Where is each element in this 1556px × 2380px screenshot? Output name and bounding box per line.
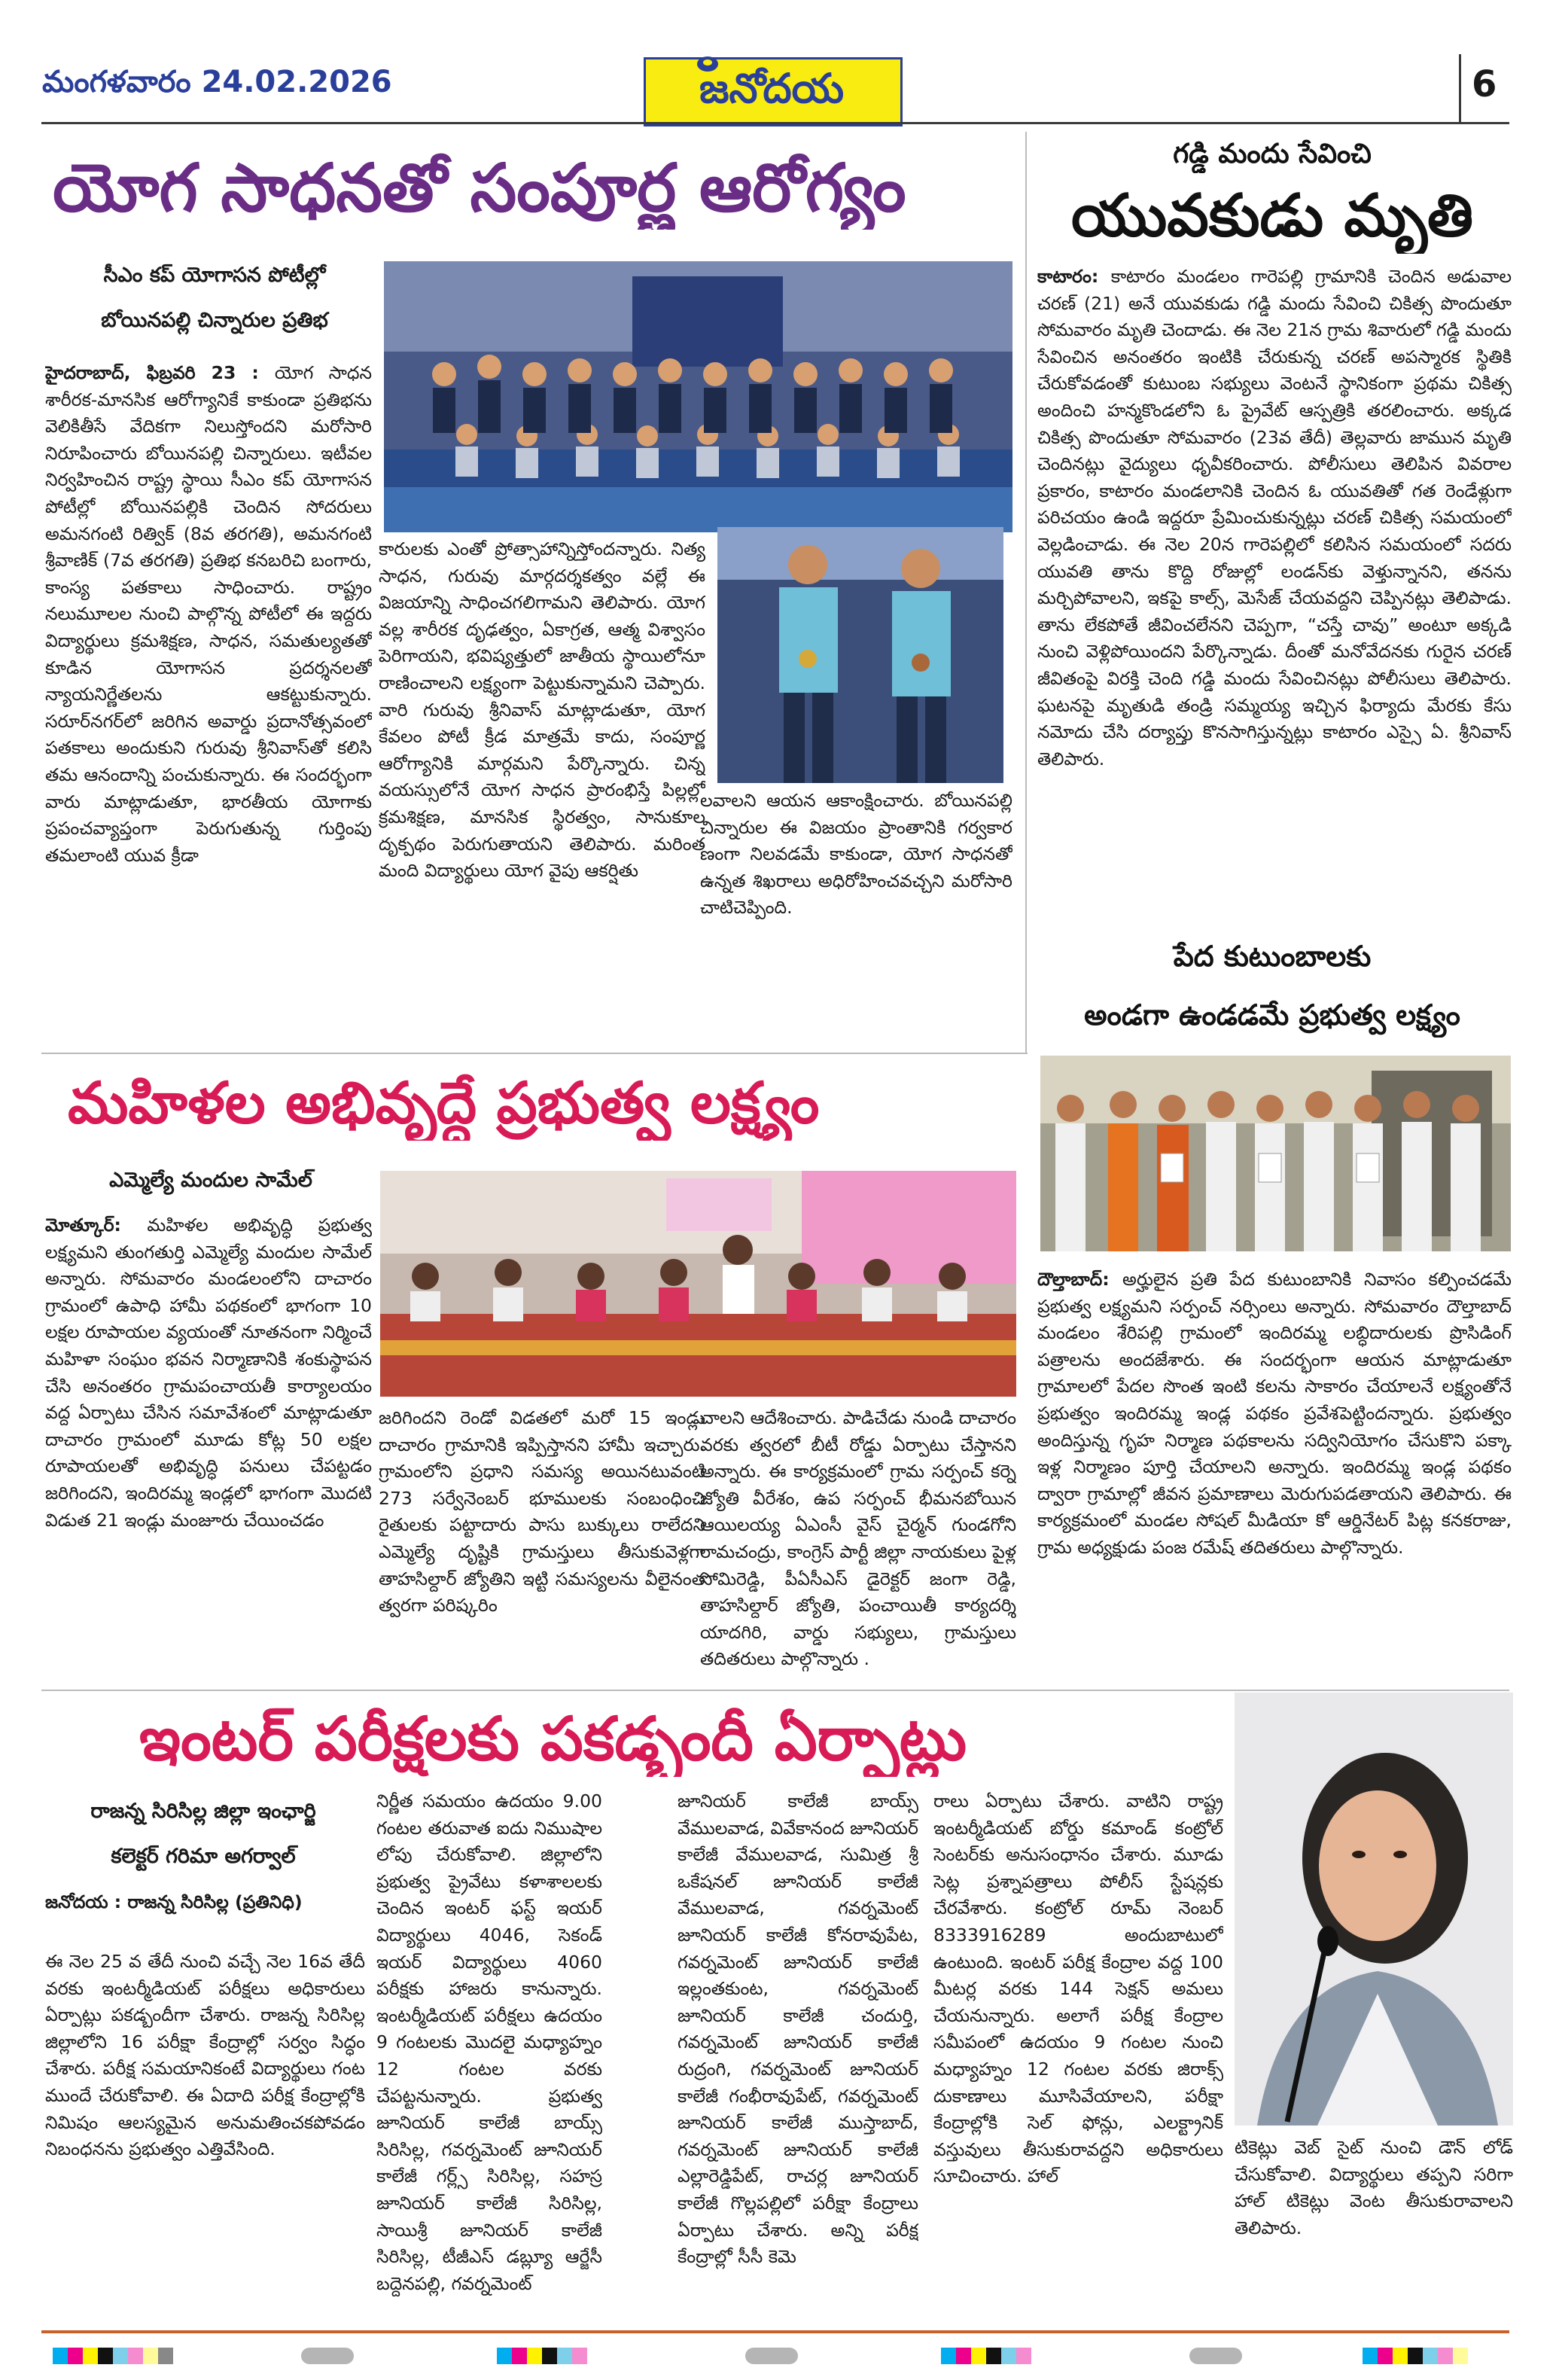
- yoga-dateline: హైదరాబాద్, ఫిబ్రవరి 23 :: [45, 362, 275, 383]
- yoga-group-photo: [384, 261, 1012, 532]
- exam-subheadline-1: రాజన్న సిరిసిల్ల జిల్లా ఇంఛార్జి: [90, 1799, 316, 1823]
- collector-portrait-photo: [1235, 1693, 1513, 2126]
- yoga-subheadline-1: సీఎం కప్ యోగాసన పోటీల్లో: [103, 264, 326, 287]
- color-registration-strip-4: [1363, 2348, 1468, 2364]
- page-number: 6: [1472, 63, 1497, 105]
- poor-beneficiaries-photo: [1040, 1056, 1511, 1251]
- poor-dateline: దౌల్తాబాద్:: [1037, 1269, 1123, 1290]
- death-kicker: గడ్డి మందు సేవించి: [1173, 139, 1372, 169]
- header-rule: [41, 122, 1509, 124]
- color-registration-strip-1: [53, 2348, 173, 2364]
- issue-date: మంగళవారం 24.02.2026: [42, 65, 392, 99]
- death-headline: యువకుడు మృతి: [1071, 182, 1473, 250]
- poor-body-column: [1037, 1266, 1512, 1679]
- women-dateline: మోత్కూర్:: [45, 1214, 148, 1236]
- registration-mark-3: [1189, 2348, 1242, 2364]
- exam-column-4: రాలు ఏర్పాటు చేశారు. వాటిని రాష్ట్ర ఇంటర్మీడియట్ బోర్డు కమాండ్ కంట్రోల్ సెంటర్‌కు అనుసంధానం చేశారు. మూడు సెట్ల ప్రశ్నాపత్రాలు పోలీస్ స్టేషన్లకు చేరవేశారు. కంట్రోల్ రూమ్ నెంబర్ 8333916289 అందుబాటులో ఉంటుంది. ఇంటర్ పరీక్ష కేంద్రాల వద్ద 100 మీటర్ల వరకు 144 సెక్షన్ అమలు చేయనున్నారు. అలాగే పరీక్ష కేంద్రాల సమీపంలో ఉదయం 9 గంటల నుంచి మధ్యాహ్నం 12 గంటల వరకు జిరాక్స్ దుకాణాలు మూసివేయాలని, పరీక్షా కేంద్రాల్లోకి సెల్ ఫోన్లు, ఎలక్ట్రానిక్ వస్తువులు తీసుకురావద్దని అధికారులు సూచించారు. హాల్: [933, 1790, 1223, 2187]
- death-dateline: కాటారం:: [1037, 266, 1111, 287]
- registration-mark-2: [745, 2348, 798, 2364]
- women-column-1: [45, 1212, 372, 1679]
- column-divider-right: [1025, 132, 1027, 1054]
- poor-headline-1: పేద కుటుంబాలకు: [1173, 940, 1372, 973]
- women-body-1: మహిళల అభివృద్ధి ప్రభుత్వ లక్ష్యమని తుంగతుర్తి ఎమ్మెల్యే మందుల సామేల్ అన్నారు. సోమవారం మండలంలోని దాచారం గ్రామంలో ఉపాధి హామీ పథకంలో భాగంగా 10 లక్షల రూపాయల వ్యయంతో నూతనంగా నిర్మించే మహిళా సంఘం భవన నిర్మాణానికి శంకుస్థాపన చేసి అనంతరం గ్రామపంచాయతీ కార్యాలయం వద్ద ఏర్పాటు చేసిన సమావేశంలో మాట్లాడుతూ దాచారం గ్రామంలో మూడు కోట్ల 50 లక్షల రూపాయలతో అభివృద్ధి పనులు చేపట్టడం జరిగిందని, ఇందిరమ్మ ఇండ్లలో భాగంగా మొదటి విడుత 21 ఇండ్లు మంజూరు చేయించడం: [45, 1214, 372, 1531]
- registration-mark-1: [301, 2348, 354, 2364]
- yoga-headline: యోగ సాధనతో సంపూర్ణ ఆరోగ్యం: [53, 149, 906, 227]
- yoga-column-2: కారులకు ఎంతో ప్రోత్సాహాన్నిస్తోందన్నారు. నిత్య సాధన, గురువు మార్గదర్శకత్వం వల్లే ఈ విజయాన్ని సాధించగలిగామని తెలిపారు. యోగ వల్ల శారీరక దృఢత్వం, ఏకాగ్రత, ఆత్మ విశ్వాసం పెరిగాయని, భవిష్యత్తులో జాతీయ స్థాయిలోనూ రాణించాలని లక్ష్యంగా పెట్టుకున్నామని చెప్పారు. వారి గురువు శ్రీనివాస్ మాట్లాడుతూ, యోగ కేవలం పోటీ క్రీడ మాత్రమే కాదు, సంపూర్ణ ఆరోగ్యానికి మార్గమని పేర్కొన్నారు. చిన్న వయస్సులోనే యోగ సాధన ప్రారంభిస్తే పిల్లల్లో క్రమశిక్షణ, మానసిక స్థిరత్వం, సానుకూల దృక్పథం పెరుగుతాయని తెలిపారు. మరింత మంది విద్యార్థులు యోగ వైపు ఆకర్షితు: [379, 538, 705, 882]
- exam-column-2: నిర్ణీత సమయం ఉదయం 9.00 గంటల తరువాత ఐదు నిముషాల లోపు చేరుకోవాలి. జిల్లాలోని ప్రభుత్వ ప్రైవేటు కళాశాలలకు చెందిన ఇంటర్ ఫస్ట్ ఇయర్ విద్యార్థులు 4046, సెకండ్ ఇయర్ విద్యార్థులు 4060 పరీక్షకు హాజరు కానున్నారు. ఇంటర్మీడియట్ పరీక్షలు ఉదయం 9 గంటలకు మొదలై మధ్యాహ్నం 12 గంటల వరకు చేపట్టనున్నారు. ప్రభుత్వ జూనియర్ కాలేజీ బాయ్స్ సిరిసిల్ల, గవర్నమెంట్ జూనియర్ కాలేజీ గర్ల్స్ సిరిసిల్ల, సహస్ర జూనియర్ కాలేజీ సిరిసిల్ల, సాయిశ్రీ జూనియర్ కాలేజీ సిరిసిల్ల, టీజీఎస్ డబ్ల్యూ ఆర్జేసీ బద్దెనపల్లి, గవర్నమెంట్: [376, 1790, 602, 2294]
- color-registration-strip-3: [941, 2348, 1031, 2364]
- death-body-column: [1037, 264, 1512, 923]
- color-registration-strip-2: [497, 2348, 587, 2364]
- section-divider-2: [41, 1690, 1509, 1691]
- exam-column-5: టికెట్లు వెబ్ సైట్ నుంచి డౌన్ లోడ్ చేసుకోవాలి. విద్యార్థులు తప్పని సరిగా హాల్ టికెట్లు వెంట తీసుకురావాలని తెలిపారు.: [1235, 2137, 1513, 2238]
- exam-column-3: జూనియర్ కాలేజీ బాయ్స్ వేములవాడ, వివేకానంద జూనియర్ కాలేజీ వేములవాడ, సుమిత్ర శ్రీ ఒకేషనల్ జూనియర్ కాలేజీ వేములవాడ, గవర్నమెంట్ జూనియర్ కాలేజీ కోనరావుపేట, గవర్నమెంట్ జూనియర్ కాలేజీ ఇల్లంతకుంట, గవర్నమెంట్ జూనియర్ కాలేజీ చందుర్తి, గవర్నమెంట్ జూనియర్ కాలేజీ రుద్రంగి, గవర్నమెంట్ జూనియర్ కాలేజీ గంభీరావుపేట్, గవర్నమెంట్ జూనియర్ కాలేజీ ముస్తాబాద్, గవర్నమెంట్ జూనియర్ కాలేజీ ఎల్లారెడ్డిపేట్, రాచర్ల జూనియర్ కాలేజీ గొల్లపల్లిలో పరీక్షా కేంద్రాలు ఏర్పాటు చేశారు. అన్ని పరీక్ష కేంద్రాల్లో సీసీ కెమె: [678, 1790, 918, 2268]
- masthead-logo: జనోదయ: [699, 65, 845, 112]
- women-meeting-photo: [380, 1171, 1016, 1397]
- poor-headline-2: అండగా ఉండడమే ప్రభుత్వ లక్ష్యం: [1084, 998, 1460, 1032]
- women-column-2: జరిగిందని రెండో విడతలో మరో 15 ఇండ్లు దాచారం గ్రామానికి ఇప్పిస్తానని హామీ ఇచ్చారు. గ్రామంలోని ప్రధాని సమస్య అయినటువంటి 273 సర్వేనెంబర్ భూములకు సంబంధించి రైతులకు పట్టాదారు పాసు బుక్కులు రాలేదని ఎమ్మెల్యే దృష్టికి గ్రామస్తులు తీసుకువెళ్లగా తాహసిల్దార్ జ్యోతిని ఇట్టి సమస్యలను వీలైనంత త్వరగా పరిష్కరిం: [379, 1407, 705, 1617]
- women-subheadline: ఎమ్మెల్యే మందుల సామేల్: [109, 1169, 312, 1192]
- yoga-column-3: లవాలని ఆయన ఆకాంక్షించారు. బోయినపల్లి చిన్నారుల ఈ విజయం ప్రాంతానికి గర్వకార ణంగా నిలవడమే కాకుండా, యోగ సాధనతో ఉన్నత శిఖరాలు అధిరోహించవచ్చని మరోసారి చాటిచెప్పింది.: [700, 790, 1012, 919]
- section-divider-1: [41, 1053, 1028, 1054]
- pageno-divider: [1459, 54, 1461, 122]
- yoga-body-1: యోగ సాధన శారీరక-మానసిక ఆరోగ్యానికే కాకుండా ప్రతిభను వెలికితీసే వేదికగా నిలుస్తోందని మరోసారి నిరూపించారు బోయినపల్లి చిన్నారులు. ఇటీవల నిర్వహించిన రాష్ట్ర స్థాయి సీఎం కప్ యోగాసన పోటీల్లో బోయినపల్లికి చెందిన సోదరులు అమనగంటి రిత్విక్ (8వ తరగతి), అమనగంటి శ్రీవాణిక్ (7వ తరగతి) ప్రతిభ కనబరిచి బంగారు, కాంస్య పతకాలు సాధించారు. రాష్ట్రం నలుమూలల నుంచి పాల్గొన్న పోటీలో ఈ ఇద్దరు విద్యార్థులు క్రమశిక్షణ, సాధన, సమతుల్యతతో కూడిన యోగాసన ప్రదర్శనలతో న్యాయనిర్ణేతలను ఆకట్టుకున్నారు. సరూర్‌నగర్‌లో జరిగిన అవార్డు ప్రదానోత్సవంలో పతకాలు అందుకుని గురువు శ్రీనివాస్‌తో కలిసి తమ ఆనందాన్ని పంచుకున్నారు. ఈ సందర్భంగా వారు మాట్లాడుతూ, భారతీయ యోగాకు ప్రపంచవ్యాప్తంగా పెరుగుతున్న గుర్తింపు తమలాంటి యువ క్రీడా: [45, 362, 372, 866]
- women-column-3: చాలని ఆదేశించారు. పాడిచేడు నుండి దాచారం వరకు త్వరలో బీటీ రోడ్డు ఏర్పాటు చేస్తానని అన్నారు. ఈ కార్యక్రమంలో గ్రామ సర్పంచ్ కర్నె జ్యోతి వీరేశం, ఉప సర్పంచ్ భీమనబోయిన ఆయిలయ్య ఏఎంసీ వైస్ చైర్మన్ గుండగోని రామచంద్రు, కాంగ్రెస్ పార్టీ జిల్లా నాయకులు పైళ్ల సోమిరెడ్డి, పీఏసీఎస్ డైరెక్టర్ జంగా రెడ్డి, తాహసిల్దార్ జ్యోతి, పంచాయితీ కార్యదర్శి యాదగిరి, వార్డు సభ్యులు, గ్రామస్తులు తదితరులు పాల్గొన్నారు .: [700, 1407, 1016, 1670]
- women-headline: మహిళల అభివృద్ధే ప్రభుత్వ లక్ష్యం: [68, 1069, 820, 1136]
- yoga-subheadline-2: బోయినపల్లి చిన్నారుల ప్రతిభ: [101, 309, 328, 332]
- poor-body: అర్హులైన ప్రతి పేద కుటుంబానికి నివాసం కల్పించడమే ప్రభుత్వ లక్ష్యమని సర్పంచ్ నర్సింలు అన్నారు. సోమవారం దౌల్తాబాద్ మండలం శేరిపల్లి గ్రామంలో ఇందిరమ్మ లబ్ధిదారులకు ప్రొసిడింగ్ పత్రాలను అందజేశారు. ఈ సందర్భంగా ఆయన మాట్లాడుతూ గ్రామాలలో పేదల సొంత ఇంటి కలను సాకారం చేయాలనే లక్ష్యంతోనే ప్రభుత్వం ఇందిరమ్మ ఇండ్ల పథకం ప్రవేశపెట్టిందన్నారు. ప్రభుత్వం అందిస్తున్న గృహ నిర్మాణ పథకాలను సద్వినియోగం చేసుకొని పక్కా ఇళ్ల నిర్మాణం పూర్తి చేయాలని అన్నారు. ఇందిరమ్మ ఇండ్ల పథకం ద్వారా గ్రామాల్లో జీవన ప్రమాణాలు మెరుగుపడతాయని తెలిపారు. ఈ కార్యక్రమంలో మండల సోషల్ మీడియా కో ఆర్డినేటర్ పిట్ల కనకరాజు, గ్రామ అధ్యక్షుడు పంజ రమేష్ తదితరులు పాల్గొన్నారు.: [1037, 1269, 1512, 1558]
- exam-headline: ఇంటర్ పరీక్షలకు పకడ్బందీ ఏర్పాట్లు: [139, 1704, 967, 1774]
- exam-subheadline-2: కలెక్టర్ గరిమా అగర్వాల్: [111, 1845, 296, 1868]
- exam-byline: జనోదయ : రాజన్న సిరిసిల్ల (ప్రతినిధి): [45, 1891, 303, 1912]
- yoga-medal-winners-photo: [717, 527, 1003, 783]
- footer-rule: [41, 2330, 1509, 2333]
- yoga-column-1: [45, 360, 372, 1019]
- death-body: కాటారం మండలం గారెపల్లి గ్రామానికి చెందిన అడువాల చరణ్ (21) అనే యువకుడు గడ్డి మందు సేవించి చికిత్స పొందుతూ సోమవారం మృతి చెందాడు. ఈ నెల 21న గ్రామ శివారులో గడ్డి మందు సేవించిన అనంతరం ఇంటికి చేరుకున్న చరణ్ అపస్మారక స్థితికి చేరుకోవడంతో కుటుంబ సభ్యులు వెంటనే స్థానికంగా ప్రథమ చికిత్స అందించి హన్మకొండలోని ఓ ప్రైవేట్ ఆస్పత్రికి తరలించారు. అక్కడ చికిత్స పొందుతూ సోమవారం (23వ తేదీ) తెల్లవారు జామున మృతి చెందినట్లు వైద్యులు ధృవీకరించారు. పోలీసులు తెలిపిన వివరాల ప్రకారం, కాటారం మండలానికి చెందిన ఓ యువతితో గత రెండేళ్లుగా పరిచయం ఉండి ఇద్దరూ ప్రేమించుకున్నట్లు చరణ్ చికిత్స సమయంలో వెల్లడించాడు. ఈ నెల 20న గారెపల్లిలో కలిసిన సమయంలో సదరు యువతి తాను కొద్ది రోజుల్లో లండన్‌కు వెళ్తున్నానని, తనను మర్చిపోవాలని, ఇకపై కాల్స్, మెసేజ్ చేయవద్దని చెప్పినట్లు తెలిపాడు. తాను లేకపోతే జీవించలేనని చెప్పగా, “చస్తే చావు” అంటూ అక్కడి నుంచి వెళ్లిపోయిందని పేర్కొన్నాడు. దీంతో మనోవేదనకు గురైన చరణ్ జీవితంపై విరక్తి చెంది గడ్డి మందు సేవించినట్లు పోలీసులు తెలిపారు. ఘటనపై మృతుడి తండ్రి సమ్మయ్య ఇచ్చిన ఫిర్యాదు మేరకు కేసు నమోదు చేసి దర్యాప్తు కొనసాగిస్తున్నట్లు కాటారం ఎస్సై ఏ. శ్రీనివాస్ తెలిపారు.: [1037, 266, 1512, 769]
- exam-column-1: ఈ నెల 25 వ తేదీ నుంచి వచ్చే నెల 16వ తేదీ వరకు ఇంటర్మీడియట్ పరీక్షలు అధికారులు ఏర్పాట్లు పకడ్బందీగా చేశారు. రాజన్న సిరిసిల్ల జిల్లాలోని 16 పరీక్షా కేంద్రాల్లో సర్వం సిద్ధం చేశారు. పరీక్ష సమయానికంటే విద్యార్థులు గంట ముందే చేరుకోవాలి. ఈ ఏదాది పరీక్ష కేంద్రాల్లోకి నిమిషం ఆలస్యమైన అనుమతించకపోవడం నిబంధనను ప్రభుత్వం ఎత్తివేసింది.: [45, 1951, 365, 2160]
